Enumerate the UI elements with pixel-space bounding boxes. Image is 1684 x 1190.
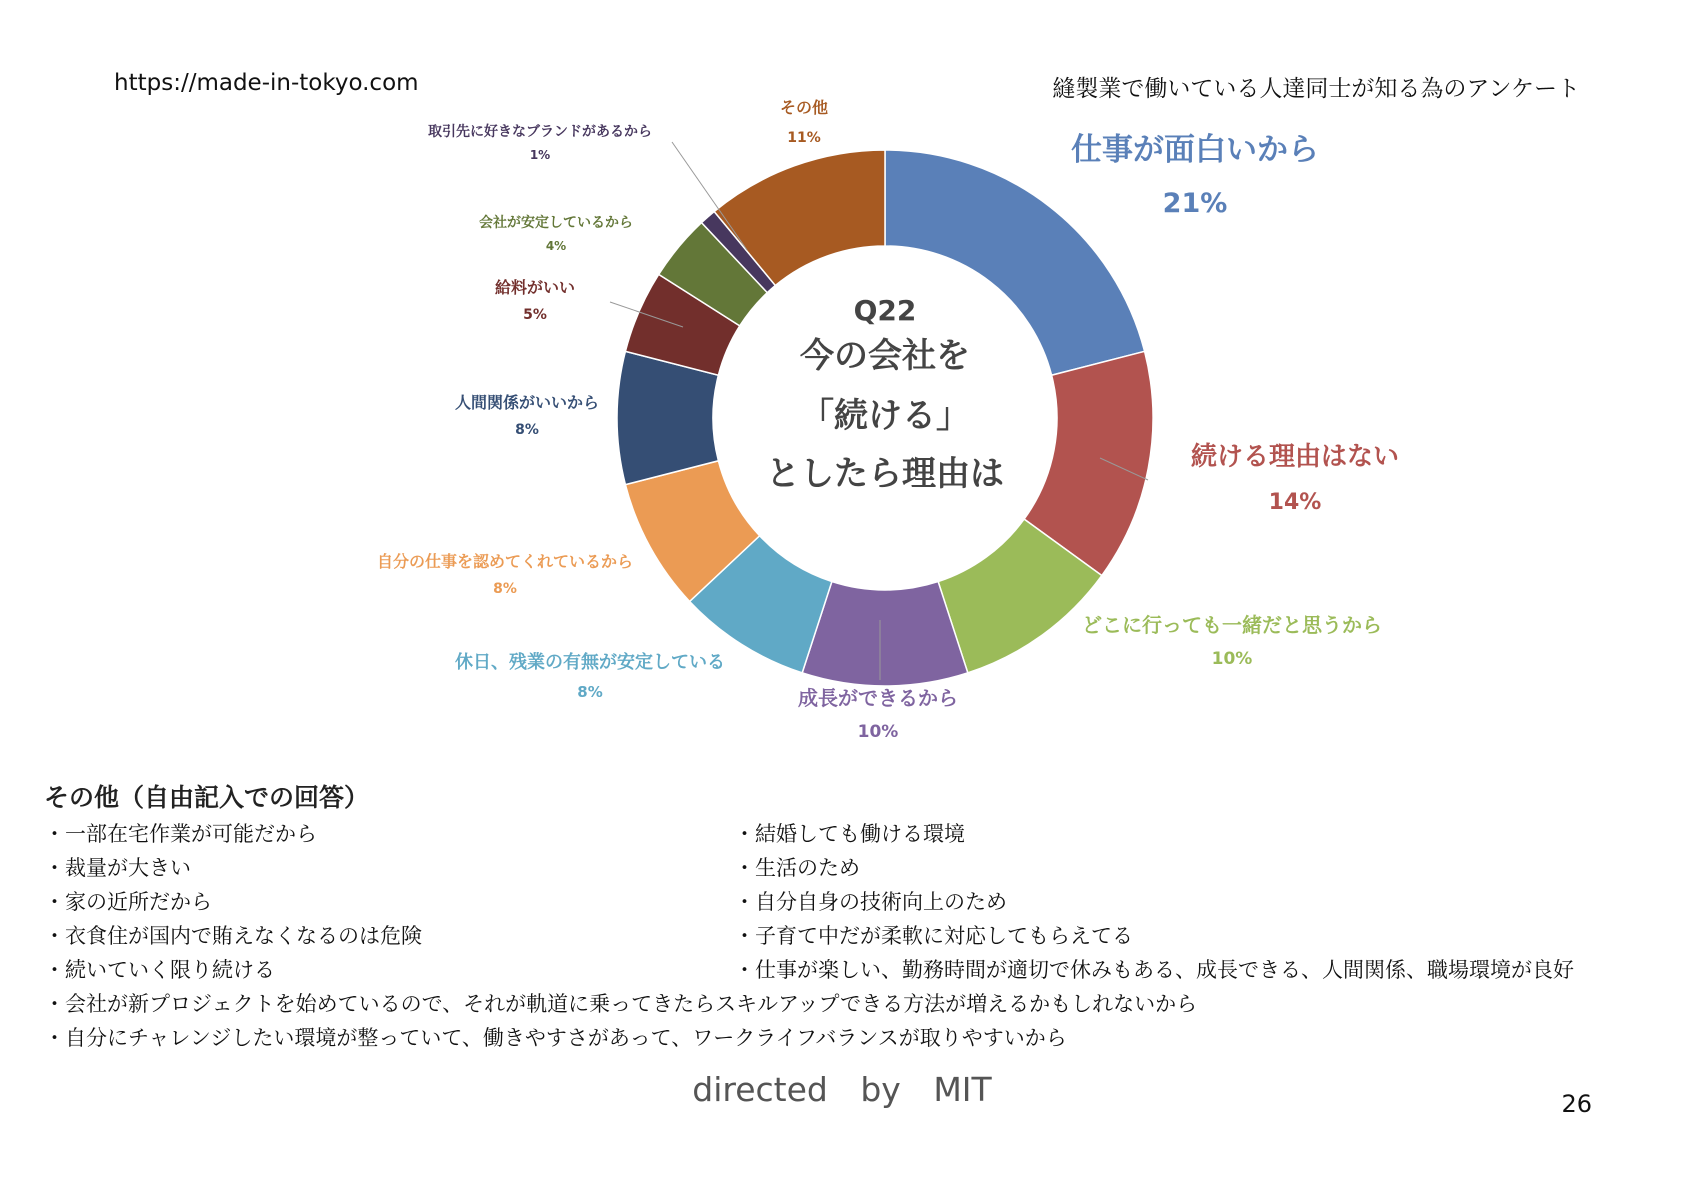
slice-value-label: 10% (1211, 649, 1253, 669)
slice-value-label: 4% (545, 239, 567, 253)
list-item: ・子育て中だが柔軟に対応してもらえてる (734, 924, 1133, 948)
slice-label: 休日、残業の有無が安定している (455, 652, 725, 673)
slice-label: どこに行っても一緒だと思うから (1082, 613, 1382, 637)
site-url: https://made-in-tokyo.com (114, 70, 419, 96)
chart-title-line: Q22 (853, 294, 917, 327)
slice-label: 成長ができるから (798, 686, 958, 710)
footer-credit: directed by MIT (692, 1070, 992, 1109)
list-item: ・仕事が楽しい、勤務時間が適切で休みもある、成長できる、人間関係、職場環境が良好 (734, 958, 1574, 982)
slice-label: 会社が安定しているから (479, 215, 633, 231)
slice-value-label: 21% (1162, 188, 1228, 219)
slice-value-label: 11% (787, 130, 821, 146)
slice-label: 続ける理由はない (1190, 442, 1400, 472)
survey-title: 縫製業で働いている人達同士が知る為のアンケート (1052, 76, 1580, 102)
slice-label: 給料がいい (494, 278, 576, 297)
other-answers-left (44, 817, 422, 987)
other-answers-full (44, 987, 1197, 1055)
list-item: ・自分自身の技術向上のため (734, 890, 1007, 914)
slice-value-label: 8% (577, 683, 603, 701)
page-number: 26 (1561, 1090, 1592, 1118)
other-answers-title: その他（自由記入での回答） (44, 783, 370, 812)
list-item: ・自分にチャレンジしたい環境が整っていて、働きやすさがあって、ワークライフバランスが取りやすいから (44, 1026, 1067, 1050)
list-item: ・結婚しても働ける環境 (734, 822, 965, 846)
slice-label: その他 (779, 98, 829, 117)
slice-value-label: 1% (529, 148, 551, 162)
slice-label: 取引先に好きなブランドがあるから (428, 124, 652, 140)
chart-title-line: 「続ける」 (800, 396, 970, 436)
slice-label: 自分の仕事を認めてくれているから (376, 552, 634, 571)
chart-title-line: としたら理由は (766, 454, 1004, 494)
slice-value-label: 14% (1268, 490, 1322, 515)
list-item: ・一部在宅作業が可能だから (44, 822, 317, 846)
list-item: ・衣食住が国内で賄えなくなるのは危険 (44, 924, 422, 948)
other-answers-right (734, 817, 1574, 987)
slice-label: 人間関係がいいから (454, 393, 600, 412)
slice-value-label: 8% (515, 422, 539, 438)
list-item: ・生活のため (734, 856, 860, 880)
slice-value-label: 8% (493, 581, 517, 597)
list-item: ・会社が新プロジェクトを始めているので、それが軌道に乗ってきたらスキルアップできる方法が増えるかもしれないから (44, 992, 1198, 1016)
chart-title-line: 今の会社を (800, 336, 970, 376)
list-item: ・家の近所だから (44, 890, 212, 914)
slice-value-label: 10% (857, 722, 899, 742)
slice-value-label: 5% (523, 307, 547, 323)
list-item: ・裁量が大きい (44, 856, 191, 880)
slice-label: 仕事が面白いから (1071, 132, 1319, 168)
list-item: ・続いていく限り続ける (44, 958, 275, 982)
